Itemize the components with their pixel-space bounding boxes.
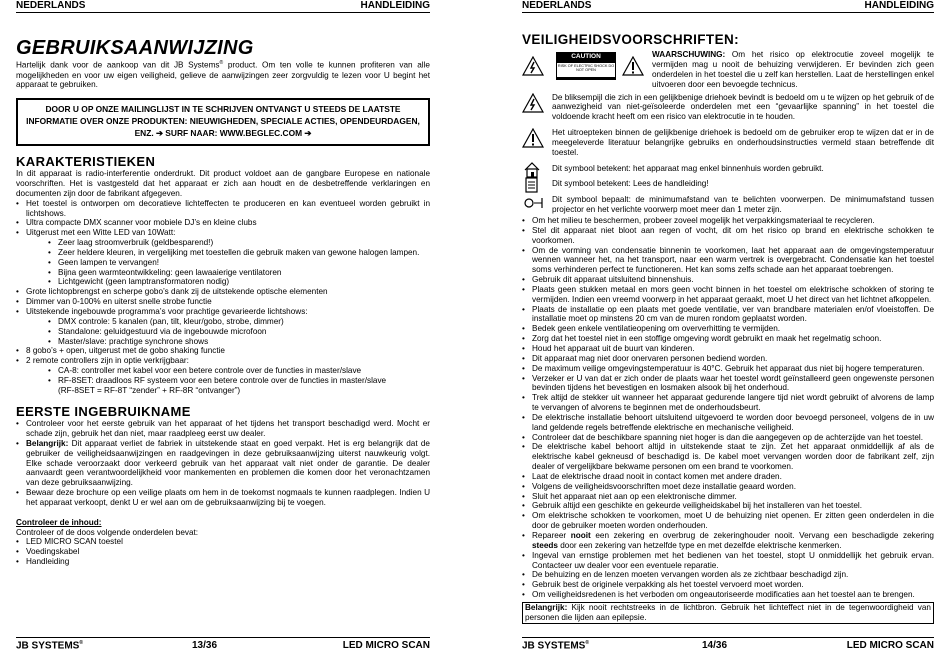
list-item: • 2 remote controllers zijn in optie verkrijgbaar: • CA-8: controller met kabel voor een betere controle over de functies in master/slave • RF-8SET: draadloos RF systeem voor een betere controle over de functies in master/slave (RF-8SET = RF-8T “zender” + RF-8R “ontvanger”) [16, 356, 430, 395]
list-item: • Plaats de installatie op een plaats met goede ventilatie, ver van brandbare materialen en/of vloeistoffen. De installatie moet op minstens 20 cm van de muren rondom geplaatst worden. [522, 305, 934, 325]
footer-product: LED MICRO SCAN [846, 640, 934, 651]
exclamation-triangle-icon [522, 128, 544, 148]
sub-list-item: • Zeer laag stroomverbruik (geldbesparend!) [48, 238, 430, 248]
contents-intro: Controleer of de doos volgende onderdelen bevat: [16, 527, 199, 537]
list-item: • Volgens de veiligheidsvoorschriften moet deze installatie geaard worden. [522, 482, 934, 492]
list-item: • Voedingskabel [16, 547, 430, 557]
lightning-symbol-row [522, 93, 934, 123]
manual-symbol-row [522, 179, 934, 189]
first-use-list [16, 419, 430, 508]
page-title: GEBRUIKSAANWIJZING [16, 37, 254, 59]
list-item: • Gebruik dit apparaat uitsluitend binnenshuis. [522, 275, 934, 285]
page-number: 13/36 [192, 640, 218, 651]
safety-list [522, 216, 934, 531]
features-list [16, 199, 430, 396]
caution-label: CAUTION RISK OF ELECTRIC SHOCK DO NOT OPEN [556, 52, 616, 80]
house-icon [524, 162, 540, 178]
sub-list [48, 366, 430, 396]
list-item: • LED MICRO SCAN toestel [16, 537, 430, 547]
list-item: • Ingeval van ernstige problemen met het bedienen van het toestel, stopt U onmiddellijk het gebruik ervan. Contacteer uw dealer voor een eventuele reparatie. [522, 551, 934, 571]
warning-text: WAARSCHUWING: Om het risico op elektrocutie zoveel mogelijk te vermijden mag u nooit de behuizing verwijderen. Er bevinden zich geen onderdelen in het toestel die u zelf kan herstellen. Laat de herstellingen enkel uitvoeren door een bevoegde technicus. [652, 50, 934, 89]
list-item: • Uitstekende ingebouwde programma’s voor prachtige gevarieerde lichtshows: • DMX controle: 5 kanalen (pan, tilt, kleur/gobo, strobe, dimmer) • Standalone: geluidgestuurd via de ingebouwde microfoon • Master/slave: prachtige synchrone shows [16, 307, 430, 346]
sub-list-item: • DMX controle: 5 kanalen (pan, tilt, kleur/gobo, strobe, dimmer) [48, 317, 430, 327]
list-item: • 8 gobo’s + open, uitgerust met de gobo shaking functie [16, 346, 430, 356]
right-page [522, 0, 934, 654]
exclamation-symbol-row [522, 128, 934, 158]
distance-symbol-text: Dit symbool bepaalt: de minimumafstand van te belichten voorwerpen. De minimumafstand tussen projector en het verlichte voorwerp moet meer dan 1 meter zijn. [552, 195, 934, 215]
page-number: 14/36 [702, 640, 728, 651]
distance-symbol-row [522, 195, 934, 215]
list-item: • Dimmer van 0-100% en uiterst snelle strobe functie [16, 297, 430, 307]
indoor-symbol-text: Dit symbool betekent: het apparaat mag enkel binnenhuis worden gebruikt. [552, 163, 824, 173]
list-item: • Handleiding [16, 557, 430, 567]
page-content [522, 32, 934, 624]
mailinglist-box: DOOR U OP ONZE MAILINGLIJST IN TE SCHRIJVEN ONTVANGT U STEEDS DE LAATSTE INFORMATIE OVER ONZE PRODUKTEN: NIEUWIGHEDEN, SPECIALE ACTIES, OPENDEURDAGEN, ENZ. ➔ SURF NAAR: WWW.BEGLEC.COM ➔ [16, 98, 430, 145]
section-title-features: KARAKTERISTIEKEN [16, 153, 156, 169]
list-item: • De elektrische installatie behoort uitsluitend uitgevoerd te worden door bevoegd personeel, volgens de in uw land geldende regels betreffende elektrische en mechanische veiligheid. [522, 413, 934, 433]
header-manual: HANDLEIDING [360, 0, 430, 11]
list-item: • De elektrische kabel behoort altijd in uitstekende staat te zijn. Zet het apparaat onmiddellijk af als de elektrische kabel gekneusd of beschadigd is. De kabel moet vervangen worden door de fabrikant zelf, zijn dealer of vergelijkbare bekwame personen om een brand te voorkomen. [522, 442, 934, 472]
list-item: • Verzeker er U van dat er zich onder de plaats waar het toestel wordt geïnstalleerd geen ongewenste personen bevinden tijdens het bevestigen en losmaken alsook bij het onderhoud. [522, 374, 934, 394]
sub-list-item: • Lichtgewicht (geen lamptransformatoren nodig) [48, 277, 430, 287]
list-item: • Om de vorming van condensatie binnenin te voorkomen, laat het apparaat aan de omgevingstemperatuur wennen wanneer het, na het transport, naar een warm vertrek is overgebracht. Condensatie kan het toestel soms verhinderen perfect te functioneren. Het kan soms zelfs schade aan het apparaat toebrengen. [522, 246, 934, 276]
list-item: • Grote lichtopbrengst en scherpe gobo’s dank zij de uitstekende optische elementen [16, 287, 430, 297]
sub-list-item: • Zeer heldere kleuren, in vergelijking met toestellen die gebruik maken van gewone halogen lampen. [48, 248, 430, 258]
page-footer [16, 637, 430, 653]
sub-list [48, 317, 430, 347]
list-item: • Om veiligheidsredenen is het verboden om ongeautoriseerde modificaties aan het toestel aan te brengen. [522, 590, 934, 600]
list-item: • Stel dit apparaat niet bloot aan regen of vocht, dit om het risico op brand en elektrische schokken te voorkomen. [522, 226, 934, 246]
sub-list-item: • Standalone: geluidgestuurd via de ingebouwde microfoon [48, 327, 430, 337]
header-language: NEDERLANDS [522, 0, 592, 11]
sub-list [48, 238, 430, 287]
distance-icon [523, 195, 543, 211]
left-page [16, 0, 430, 654]
warning-row [522, 50, 934, 89]
safety-list-repair [522, 531, 934, 551]
sub-list-item: • RF-8SET: draadloos RF systeem voor een betere controle over de functies in master/slave (RF-8SET = RF-8T “zender” + RF-8R “ontvanger”) [48, 376, 430, 396]
page-title: VEILIGHEIDSVOORSCHRIFTEN: [522, 32, 740, 47]
exclamation-symbol-text: Het uitroepteken binnen de gelijkbenige driehoek is bedoeld om de gebruiker erop te wijzen dat er in de meegeleverde literatuur belangrijke gebruiks en onderhoudsinstructies vermeld staan betreffende dit toestel. [552, 128, 934, 157]
sub-list-item: • CA-8: controller met kabel voor een betere controle over de functies in master/slave [48, 366, 430, 376]
sub-list-item: • Master/slave: prachtige synchrone shows [48, 337, 430, 347]
contents-title: Controleer de inhoud: [16, 517, 102, 527]
list-item: • Sluit het apparaat niet aan op een elektronische dimmer. [522, 492, 934, 502]
page-content [16, 36, 430, 567]
lightning-warning-icon [522, 56, 544, 76]
footer-product: LED MICRO SCAN [342, 640, 430, 651]
section-title-first-use: EERSTE INGEBRUIKNAME [16, 403, 191, 419]
list-item: • Het toestel is ontworpen om decoratieve lichteffecten te produceren en kan eventueel worden gebruikt in lichtshows. [16, 199, 430, 219]
book-icon [524, 177, 540, 193]
list-item: • Bedek geen enkele ventilatieopening om oververhitting te vermijden. [522, 324, 934, 334]
list-item: • Houd het apparaat uit de buurt van kinderen. [522, 344, 934, 354]
list-item: • Gebruik best de originele verpakking als het toestel vervoerd moet worden. [522, 580, 934, 590]
footer-brand: JB SYSTEMS® [16, 640, 84, 652]
important-notice: Belangrijk: Kijk nooit rechtstreeks in de lichtbron. Gebruik het lichteffect niet in de tegenwoordigheid van personen die lijden aan epilepsie. [522, 602, 934, 624]
lightning-symbol-text: De bliksempijl die zich in een gelijkbenige driehoek bevindt is bedoeld om u te wijzen op het gebruik of de aanwezigheid van niet-geïsoleerde onderdelen met een “gevaarlijke spanning” in het toestel die voldoende kracht heeft om een risico van elektrocutie in te houden. [552, 92, 934, 122]
list-item: • Controleer voor het eerste gebruik van het apparaat of het tijdens het transport beschadigd werd. Mocht er schade zijn, gebruik het dan niet, maar raadpleeg eerst uw dealer. [16, 419, 430, 439]
manual-symbol-text: Dit symbool betekent: Lees de handleiding! [552, 179, 709, 189]
list-item: • Uitgerust met een Witte LED van 10Watt: • Zeer laag stroomverbruik (geldbesparend!) • Zeer heldere kleuren, in vergelijking met toestellen die gebruik maken van gewone halogen lampen. • Geen lampen te vervangen! • Bijna geen warmteontwikkeling: geen lawaaierige ventilatoren • Lichtgewicht (geen lamptransformatoren nodig) [16, 228, 430, 287]
intro-paragraph: Hartelijk dank voor de aankoop van dit JB Systems® product. Om ten volle te kunnen profiteren van alle mogelijkheden en voor uw eigen veiligheid, gelieve de aanwijzingen zeer zorgvuldig te lezen voor U begint het apparaat te gebruiken. [16, 60, 430, 90]
exclamation-warning-icon [622, 56, 644, 76]
safety-list-continued [522, 551, 934, 600]
list-item: • Plaats geen stukken metaal en mors geen vocht binnen in het toestel om elektrische schokken of storing te vermijden. Indien een vreemd voorwerp in het apparaat geraakt, moet U het direct van het lichtnet afkoppelen. [522, 285, 934, 305]
list-item: • De behuizing en de lenzen moeten vervangen worden als ze zichtbaar beschadigd zijn. [522, 570, 934, 580]
list-item: • Dit apparaat mag niet door onervaren personen bediend worden. [522, 354, 934, 364]
list-item: • Belangrijk: Dit apparaat verliet de fabriek in uitstekende staat en goed verpakt. Het is erg belangrijk dat de gebruiker de veiligheidsaanwijzingen en raadgevingen in deze gebruiksaanwijzing uiterst nauwkeurig volgt. Elke schade veroorzaakt door verkeerd gebruik van het apparaat valt niet onder de garantie. De dealer aanvaardt geen verantwoordelijkheid voor mankementen en problemen die komen door het veronachtzamen van deze gebruiksaanwijzing. [16, 439, 430, 488]
sub-list-item: • Geen lampen te vervangen! [48, 258, 430, 268]
footer-brand: JB SYSTEMS® [522, 640, 590, 652]
list-item: • De maximum veilige omgevingstemperatuur is 40°C. Gebruik het apparaat dus niet bij hogere temperaturen. [522, 364, 934, 374]
list-item: • Bewaar deze brochure op een veilige plaats om hem in de toekomst nogmaals te kunnen raadplegen. Indien U het apparaat verkoopt, denkt U er wel aan om de gebruiksaanwijzing bij te voegen. [16, 488, 430, 508]
list-item: • Zorg dat het toestel niet in een stoffige omgeving wordt gebruikt en maak het regelmatig schoon. [522, 334, 934, 344]
list-item: • Ultra compacte DMX scanner voor mobiele DJ’s en kleine clubs [16, 218, 430, 228]
list-item: • Repareer nooit een zekering en overbrug de zekeringhouder nooit. Vervang een beschadigde zekering steeds door een zekering van hetzelfde type en met dezelfde elektrische kenmerken. [522, 531, 934, 551]
list-item: • Controleer dat de beschikbare spanning niet hoger is dan die aangegeven op de achterzijde van het toestel. [522, 433, 934, 443]
list-item: • Laat de elektrische draad nooit in contact komen met andere draden. [522, 472, 934, 482]
header-language: NEDERLANDS [16, 0, 86, 11]
indoor-symbol-row [522, 164, 934, 174]
page-header [16, 0, 430, 13]
list-item: • Om elektrische schokken te voorkomen, moet U de behuizing niet openen. Er zitten geen onderdelen in die door de gebruiker moeten worden onderhouden. [522, 511, 934, 531]
list-item: • Om het milieu te beschermen, probeer zoveel mogelijk het verpakkingsmateriaal te recycleren. [522, 216, 934, 226]
sub-list-item: • Bijna geen warmteontwikkeling: geen lawaaierige ventilatoren [48, 268, 430, 278]
list-item: • Gebruik altijd een geschikte en gekeurde veiligheidskabel bij het installeren van het toestel. [522, 501, 934, 511]
contents-list [16, 537, 430, 567]
list-item: • Trek altijd de stekker uit wanneer het apparaat gedurende langere tijd niet wordt gebruikt of alvorens de lamp te vervangen of alvorens te beginnen met de onderhoudsbeurt. [522, 393, 934, 413]
page-footer [522, 637, 934, 653]
page-header [522, 0, 934, 13]
header-manual: HANDLEIDING [864, 0, 934, 11]
lightning-triangle-icon [522, 93, 544, 113]
features-intro: In dit apparaat is radio-interferentie onderdrukt. Dit product voldoet aan de gangbare Europese en nationale voorschriften. Het is vastgesteld dat het apparaat er zich aan houdt en de desbetreffende verklaringen en documenten zijn door de fabrikant afgegeven. [16, 169, 430, 198]
